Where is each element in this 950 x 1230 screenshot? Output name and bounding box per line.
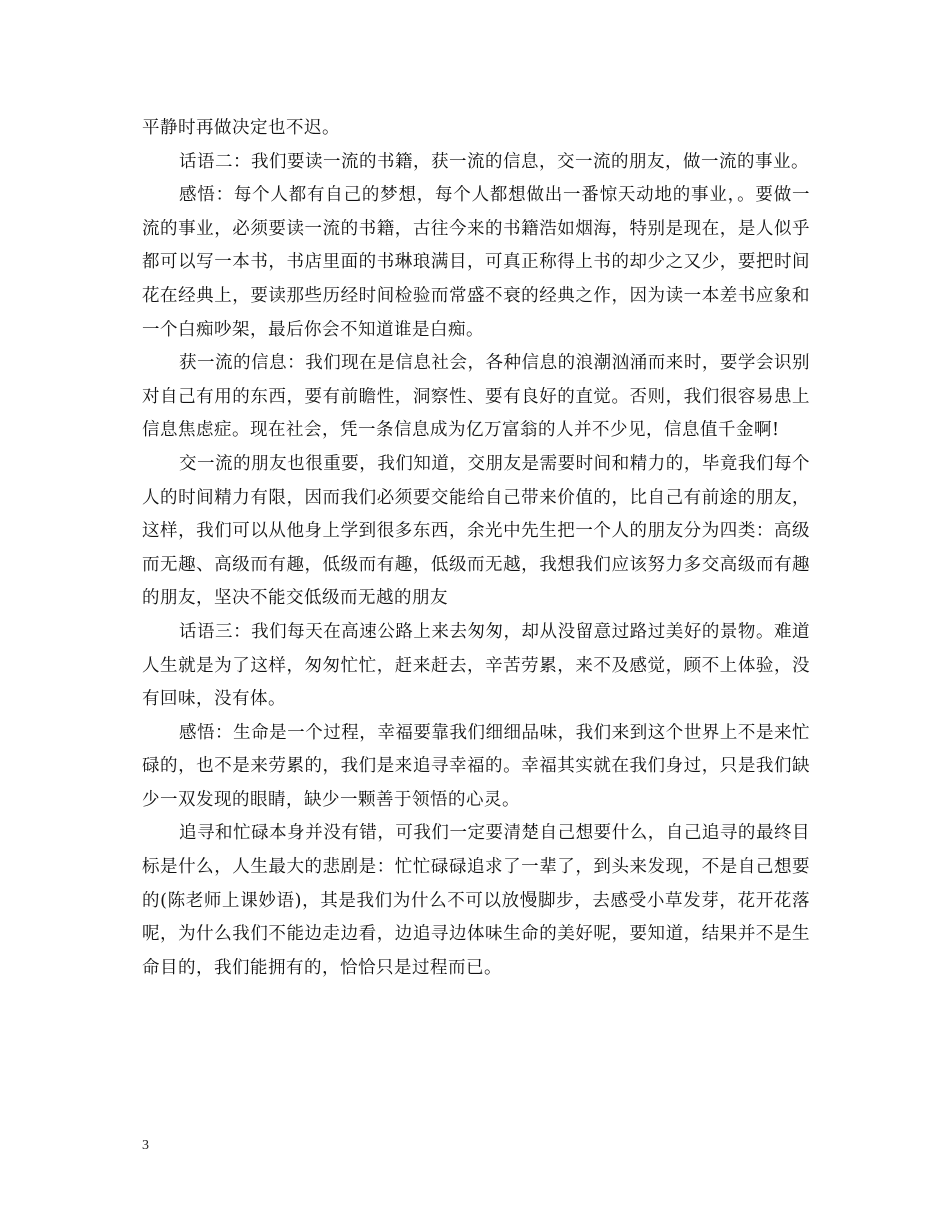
- paragraph-quote-two: 话语二：我们要读一流的书籍，获一流的信息，交一流的朋友，做一流的事业。: [179, 151, 809, 172]
- paragraph-reflection-life: 感悟：生命是一个过程，幸福要靠我们细细品味，我们来到这个世界上不是来忙碌的，也不是来劳累的，我们是来追寻幸福的。幸福其实就在我们身过，只是我们缺少一双发现的眼睛，缺少一颗善于领悟的心灵。: [142, 722, 810, 810]
- paragraph-reflection-books: 感悟：每个人都有自己的梦想，每个人都想做出一番惊天动地的事业，。要做一流的事业，必须要读一流的书籍，古往今来的书籍浩如烟海，特别是现在，是人似乎都可以写一本书，书店里面的书琳琅满目，可真正称得上书的却少之又少，要把时间花在经典上，要读那些历经时间检验而常盛不衰的经典之作，因为读一本差书应象和一个白痴吵架，最后你会不知道谁是白痴。: [142, 185, 810, 340]
- paragraph-quote-three: 话语三：我们每天在高速公路上来去匆匆，却从没留意过路过美好的景物。难道人生就是为了这样，匆匆忙忙，赶来赶去，辛苦劳累，来不及感觉，顾不上体验，没有回味，没有体。: [142, 621, 810, 710]
- paragraph-pursuit: 追寻和忙碌本身并没有错，可我们一定要清楚自己想要什么，自己追寻的最终目标是什么，人生最大的悲剧是：忙忙碌碌追求了一辈了，到头来发现，不是自己想要的(陈老师上课妙语)，其是我们为什么不可以放慢脚步，去感受小草发芽，花开花落呢，为什么我们不能边走边看，边追寻边体味生命的美好呢，要知道，结果并不是生命目的，我们能拥有的，恰恰只是过程而已。: [142, 823, 810, 978]
- paragraph-friends: 交一流的朋友也很重要，我们知道，交朋友是需要时间和精力的，毕竟我们每个人的时间精力有限，因而我们必须要交能给自己带来价值的，比自己有前途的朋友，这样，我们可以从他身上学到很多东西，余光中先生把一个人的朋友分为四类：高级而无趣、高级而有趣，低级而有趣，低级而无越，我想我们应该努力多交高级而有趣的朋友，坚决不能交低级而无越的朋友: [142, 453, 810, 609]
- page-number: 3: [142, 1138, 149, 1153]
- paragraph-continuation: 平静时再做决定也不迟。: [142, 118, 340, 138]
- document-page: [142, 112, 810, 985]
- paragraph-information: 获一流的信息：我们现在是信息社会，各种信息的浪潮汹涌而来时，要学会识别对自己有用的东西，要有前瞻性，洞察性、要有良好的直觉。否则，我们很容易患上信息焦虑症。现在社会，凭一条信息成为亿万富翁的人并不少见，信息值千金啊!: [142, 353, 810, 441]
